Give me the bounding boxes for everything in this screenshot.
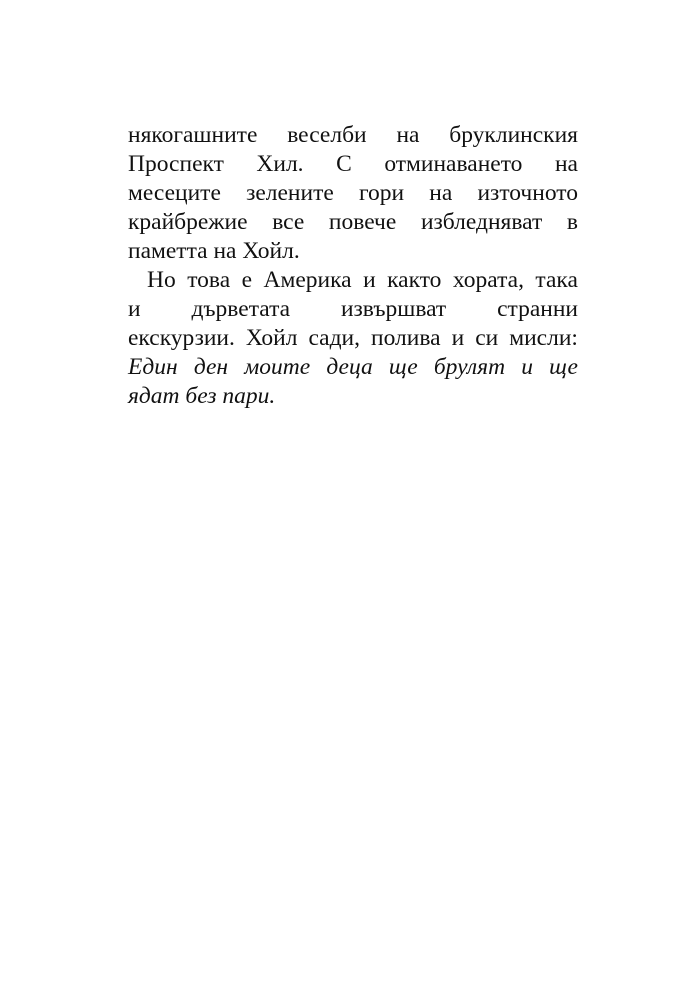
text-line: паметта на Хойл.: [128, 238, 300, 264]
word: избледняват: [420, 209, 543, 235]
text-line: [128, 208, 578, 237]
word: сади,: [308, 325, 361, 351]
word: отминаването: [384, 151, 523, 177]
word: и: [128, 296, 141, 322]
word: ще: [549, 354, 578, 380]
text-line: [128, 121, 578, 150]
word: Америка: [263, 267, 352, 293]
text-line: [128, 266, 578, 295]
word: и: [363, 267, 376, 293]
word: деца: [326, 354, 373, 380]
text-line: ядат без пари.: [128, 383, 276, 409]
word: повече: [328, 209, 397, 235]
word: странни: [497, 296, 578, 322]
text-line: [128, 324, 578, 353]
word: някогашните: [128, 122, 258, 148]
word: в: [566, 209, 578, 235]
word: както: [387, 267, 442, 293]
body-text: [128, 121, 578, 411]
word: Хил.: [256, 151, 304, 177]
word: екскурзии.: [128, 325, 235, 351]
word: веселби: [287, 122, 367, 148]
word: гори: [358, 180, 405, 206]
text-line: [128, 179, 578, 208]
word: брулят: [433, 354, 506, 380]
word: бруклинския: [449, 122, 578, 148]
word: и: [521, 354, 533, 380]
word: така: [535, 267, 578, 293]
word: на: [429, 180, 453, 206]
word: Но: [147, 267, 176, 293]
word: си: [475, 325, 499, 351]
word: и: [451, 325, 465, 351]
word: е: [241, 267, 253, 293]
word: Хойл: [245, 325, 298, 351]
word: Проспект: [128, 151, 224, 177]
word: полива: [371, 325, 441, 351]
paragraph: [128, 266, 578, 411]
word: източното: [477, 180, 578, 206]
word: моите: [244, 354, 311, 380]
word: Един: [128, 354, 178, 380]
word: мисли:: [509, 325, 578, 351]
word: на: [396, 122, 420, 148]
word: ще: [388, 354, 418, 380]
text-line: [128, 295, 578, 324]
word: зелените: [246, 180, 334, 206]
word: дърветата: [191, 296, 291, 322]
word: С: [336, 151, 352, 177]
word: хората,: [452, 267, 524, 293]
word: крайбрежие: [128, 209, 248, 235]
word: ден: [193, 354, 229, 380]
word: все: [272, 209, 305, 235]
paragraph: [128, 121, 578, 266]
text-line: [128, 150, 578, 179]
text-line: [128, 353, 578, 382]
word: месеците: [128, 180, 221, 206]
word: това: [187, 267, 231, 293]
word: на: [554, 151, 578, 177]
word: извършват: [340, 296, 447, 322]
